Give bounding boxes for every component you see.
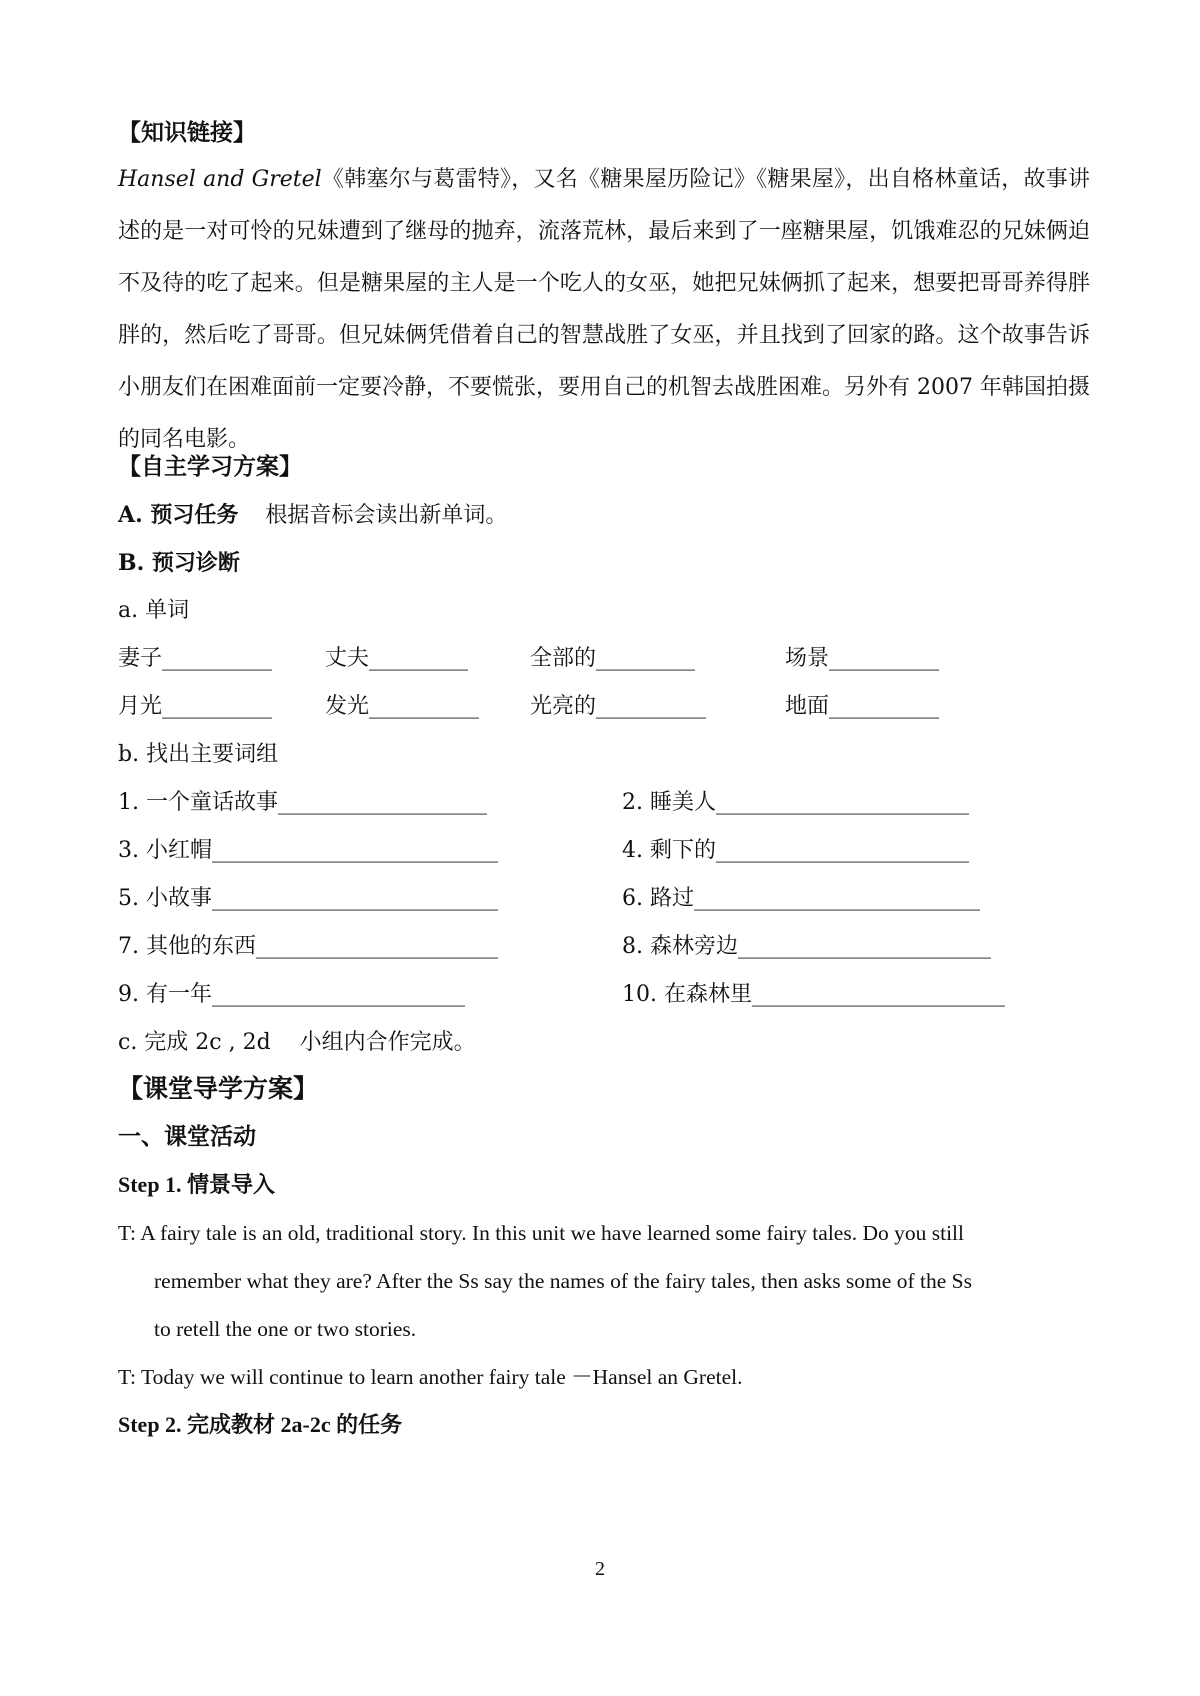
word-blank: 妻子__________ (118, 646, 273, 671)
knowledge-text: 《韩塞尔与葛雷特》，又名《糖果屋历险记》《糖果屋》，出自格林童话，故事讲述的是一对可怜的兄妹遭到了继母的抛弃，流落荒林，最后来到了一座糖果屋，饥饿难忍的兄妹俩迫不及待的吃了起来。但是糖果屋的主人是一个吃人的女巫，她把兄妹俩抓了起来，想要把哥哥养得胖胖的，然后吃了哥哥。但兄妹俩凭借着自己的智慧战胜了女巫，并且找到了回家的路。这个故事告诉小朋友们在困难面前一定要冷静，不要慌张，要用自己的机智去战胜困难。另外有 2007 年韩国拍摄的同名电影。 (118, 167, 1090, 452)
classroom-heading: 【课堂导学方案】 (118, 1074, 319, 1103)
phrase-blank: 6. 路过__________________________ (622, 886, 980, 911)
phrase-blank: 7. 其他的东西______________________ (118, 934, 498, 959)
task-a-label: A. 预习任务 (118, 502, 239, 528)
phrases-label: b. 找出主要词组 (118, 742, 279, 767)
task-c-line: c. 完成 2c , 2d 小组内合作完成。 (118, 1030, 476, 1055)
story-title-en: Hansel and Gretel (118, 167, 322, 192)
phrase-blank: 9. 有一年_______________________ (118, 982, 465, 1007)
section-one-heading: 一、课堂活动 (118, 1123, 256, 1150)
task-a-text: 根据音标会读出新单词。 (265, 503, 508, 528)
word-blank: 月光__________ (118, 694, 273, 719)
phrase-blank: 4. 剩下的_______________________ (622, 838, 969, 863)
phrase-blank: 2. 睡美人_______________________ (622, 790, 969, 815)
step1-heading: Step 1. 情景导入 (118, 1172, 276, 1197)
phrase-blank: 8. 森林旁边_______________________ (622, 934, 991, 959)
task-a-line (118, 500, 507, 531)
step2-heading: Step 2. 完成教材 2a-2c 的任务 (118, 1412, 403, 1437)
teacher-line-2: remember what they are? After the Ss say the names of the fairy tales, then asks some of the Ss (154, 1269, 972, 1293)
teacher-line-1: T: A fairy tale is an old, traditional story. In this unit we have learned some fairy tales. Do you still (118, 1221, 964, 1245)
task-b-label: B. 预习诊断 (118, 550, 240, 576)
word-blank: 发光__________ (325, 694, 480, 719)
teacher-line-4: T: Today we will continue to learn another fairy tale －Hansel an Gretel. (118, 1365, 743, 1389)
page-number: 2 (595, 1558, 605, 1580)
knowledge-paragraph (118, 154, 1090, 466)
phrase-blank: 1. 一个童话故事___________________ (118, 790, 487, 815)
teacher-line-3: to retell the one or two stories. (154, 1317, 417, 1341)
word-blank: 丈夫_________ (325, 646, 469, 671)
word-blank: 光亮的__________ (530, 694, 707, 719)
word-blank: 全部的_________ (530, 646, 696, 671)
knowledge-heading: 【知识链接】 (118, 119, 256, 146)
self-study-heading: 【自主学习方案】 (118, 453, 302, 480)
word-blank: 地面__________ (785, 694, 940, 719)
phrase-blank: 5. 小故事__________________________ (118, 886, 498, 911)
words-label: a. 单词 (118, 598, 190, 623)
phrase-blank: 10. 在森林里_______________________ (622, 982, 1005, 1007)
phrase-blank: 3. 小红帽__________________________ (118, 838, 498, 863)
word-blank: 场景__________ (785, 646, 940, 671)
